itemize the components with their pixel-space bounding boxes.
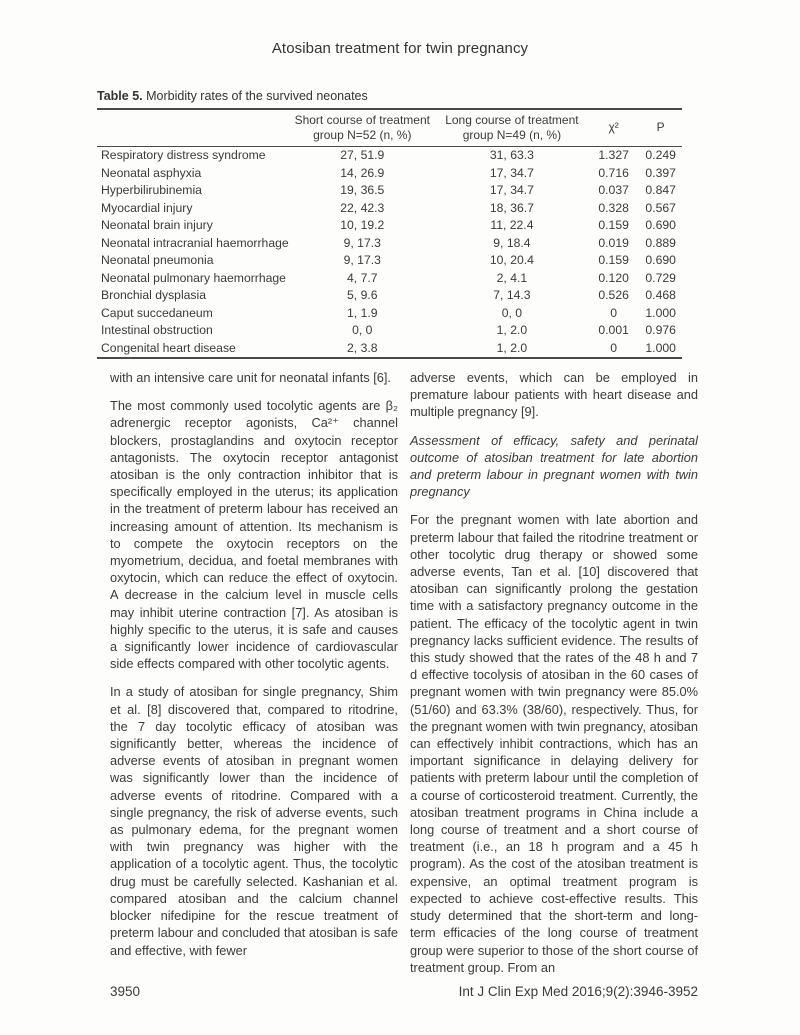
paragraph: with an intensive care unit for neonatal infants [6]. bbox=[110, 370, 391, 385]
footer-journal-ref: Int J Clin Exp Med 2016;9(2):3946-3952 bbox=[458, 984, 698, 999]
p-value: 0.690 bbox=[645, 253, 676, 267]
p-value: 0.567 bbox=[645, 200, 676, 215]
footer-page-number: 3950 bbox=[110, 984, 141, 999]
p-value: 0.847 bbox=[645, 183, 676, 197]
table-row bbox=[97, 322, 682, 340]
row-label: Respiratory distress syndrome bbox=[101, 148, 266, 162]
short-course-value: 9, 17.3 bbox=[343, 235, 381, 250]
long-course-value: 9, 18.4 bbox=[493, 235, 531, 250]
paragraph: The most commonly used tocolytic agents are β₂ adrenergic receptor agonists, Ca²⁺ channel blockers, prostaglandins and oxytocin receptor antagonists. The oxytocin receptor antagonist atosiban is the only contraction inhibitor that is specifically employed in the uterus; its application in the treatment of preterm labour has received an increasing amount of attention. Its mechanism is to compete the oxytocin receptors on the myometrium, decidua, and foetal membranes with oxytocin, which can reduce the effect of oxytocin. A decrease in the calcium level in muscle cells may inhibit uterine contraction [7]. As atosiban is highly specific to the uterus, it is safe and causes a significantly lower incidence of cardiovascular side effects compared with other tocolytic agents. bbox=[110, 398, 398, 672]
chi-square-value: 1.327 bbox=[598, 148, 629, 162]
table-caption-text: Morbidity rates of the survived neonates bbox=[146, 89, 368, 103]
chi-square-value: 0 bbox=[610, 340, 618, 355]
table-row bbox=[97, 252, 682, 270]
row-label: Myocardial injury bbox=[101, 200, 193, 215]
table-row bbox=[97, 147, 682, 165]
table-row bbox=[97, 287, 682, 305]
short-course-value: 2, 3.8 bbox=[347, 340, 378, 355]
p-value: 1.000 bbox=[645, 305, 676, 320]
chi-square-value: 0.159 bbox=[598, 253, 629, 267]
table-row bbox=[97, 235, 682, 253]
section-heading: Assessment of efficacy, safety and perinatal outcome of atosiban treatment for late abortion and preterm labour in pregnant women with twin pregnancy bbox=[410, 432, 698, 500]
short-course-value: 27, 51.9 bbox=[340, 148, 385, 162]
long-course-value: 17, 34.7 bbox=[489, 183, 534, 197]
row-label: Neonatal pulmonary haemorrhage bbox=[101, 270, 286, 285]
p-value: 0.976 bbox=[645, 323, 676, 337]
chi-square-value: 0.001 bbox=[598, 323, 629, 337]
row-label: Neonatal brain injury bbox=[101, 218, 213, 232]
column-header-long-course bbox=[436, 109, 588, 147]
long-course-value: 1, 2.0 bbox=[496, 323, 528, 337]
column-header-condition bbox=[97, 109, 289, 147]
chi-square-value: 0.526 bbox=[598, 288, 629, 302]
short-course-header-line1: Short course of treatment bbox=[294, 113, 430, 127]
long-course-header-line2: group N=49 (n, %) bbox=[462, 127, 562, 142]
morbidity-table bbox=[97, 108, 682, 359]
short-course-value: 5, 9.6 bbox=[347, 288, 378, 302]
table-label: Table 5. bbox=[97, 89, 143, 103]
long-course-value: 11, 22.4 bbox=[490, 218, 534, 232]
table-row bbox=[97, 200, 682, 218]
row-label: Congenital heart disease bbox=[101, 340, 236, 355]
paragraph: adverse events, which can be employed in premature labour patients with heart disease and multiple pregnancy [9]. bbox=[410, 370, 698, 420]
long-course-value: 1, 2.0 bbox=[496, 340, 528, 355]
table-row bbox=[97, 182, 682, 200]
chi-square-value: 0.716 bbox=[598, 165, 629, 180]
p-value: 0.690 bbox=[645, 218, 676, 232]
left-column bbox=[110, 369, 398, 976]
row-label: Neonatal intracranial haemorrhage bbox=[101, 235, 289, 250]
column-header-short-course bbox=[289, 109, 436, 147]
short-course-header-line2: group N=52 (n, %) bbox=[313, 127, 412, 142]
chi-square-value: 0.328 bbox=[598, 200, 629, 215]
row-label: Intestinal obstruction bbox=[101, 323, 213, 337]
row-label: Neonatal pneumonia bbox=[101, 253, 214, 267]
long-course-value: 31, 63.3 bbox=[489, 148, 534, 162]
p-value: 0.249 bbox=[645, 148, 676, 162]
column-header-p-value: P bbox=[639, 109, 682, 147]
paragraph: In a study of atosiban for single pregnancy, Shim et al. [8] discovered that, compared to ritodrine, the 7 day tocolytic efficacy of atosiban was significantly better, whereas the incidence of adverse events of atosiban in pregnant women was significantly lower than the incidence of adverse events of ritodrine. Compared with a single pregnancy, the risk of adverse events, such as pulmonary edema, for the pregnant women with twin pregnancy was higher with the application of a tocolytic agent. Thus, the tocolytic drug must be carefully selected. Kashanian et al. compared atosiban and the calcium channel blocker nifedipine for the rescue treatment of preterm labour and concluded that atosiban is safe and effective, with fewer bbox=[110, 684, 398, 958]
table-header-row bbox=[97, 109, 682, 147]
long-course-value: 10, 20.4 bbox=[489, 253, 534, 267]
table-row bbox=[97, 165, 682, 183]
table-row bbox=[97, 305, 682, 323]
short-course-value: 9, 17.3 bbox=[343, 253, 381, 267]
row-label: Hyperbilirubinemia bbox=[101, 183, 202, 197]
short-course-value: 22, 42.3 bbox=[340, 200, 385, 215]
long-course-value: 2, 4.1 bbox=[496, 270, 528, 285]
short-course-value: 0, 0 bbox=[352, 323, 373, 337]
chi-square-value: 0 bbox=[610, 305, 618, 320]
p-value: 0.397 bbox=[645, 165, 676, 180]
table-row bbox=[97, 340, 682, 359]
short-course-value: 14, 26.9 bbox=[340, 165, 385, 180]
paragraph: For the pregnant women with late abortion and preterm labour that failed the ritodrine treatment or other tocolytic drug therapy or showed some adverse events, Tan et al. [10] discovered that atosiban can significantly prolong the gestation time with a satisfactory pregnancy outcome in the patient. The efficacy of the tocolytic agent in twin pregnancy lacks sufficient evidence. The results of this study showed that the rates of the 48 h and 7 d effective tocolysis of atosiban in the 60 cases of pregnant women with twin pregnancy were 85.0% (51/60) and 63.3% (38/60), respectively. Thus, for the pregnant women with twin pregnancy, atosiban can effectively inhibit contractions, which has an important significance in delaying delivery for patients with preterm labour until the completion of a course of corticosteroid treatment. Currently, the atosiban treatment programs in China include a long course of treatment and a short course of treatment (i.e., an 18 h program and a 45 h program). As the cost of the atosiban treatment is expensive, an optimal treatment program is expected to achieve cost-effective results. This study determined that the short-term and long-term efficacies of the long course of treatment group were superior to those of the short course of treatment group. From an bbox=[410, 512, 698, 975]
body-columns bbox=[110, 369, 698, 976]
running-title: Atosiban treatment for twin pregnancy bbox=[271, 40, 529, 57]
short-course-value: 1, 1.9 bbox=[347, 305, 378, 320]
p-value: 0.468 bbox=[645, 288, 676, 302]
short-course-value: 19, 36.5 bbox=[340, 183, 385, 197]
row-label: Bronchial dysplasia bbox=[101, 288, 207, 302]
chi-square-value: 0.159 bbox=[598, 218, 629, 232]
short-course-value: 10, 19.2 bbox=[340, 218, 385, 232]
chi-square-value: 0.037 bbox=[598, 183, 629, 197]
table-row bbox=[97, 217, 682, 235]
long-course-value: 17, 34.7 bbox=[489, 165, 534, 180]
chi-square-value: 0.120 bbox=[598, 270, 629, 285]
table-row bbox=[97, 270, 682, 288]
row-label: Neonatal asphyxia bbox=[101, 165, 202, 180]
chi-square-value: 0.019 bbox=[598, 235, 629, 250]
p-value: 0.889 bbox=[645, 235, 676, 250]
column-header-chi-square: χ² bbox=[588, 109, 639, 147]
p-value: 1.000 bbox=[645, 340, 676, 355]
long-course-value: 0, 0 bbox=[501, 305, 523, 320]
short-course-value: 4, 7.7 bbox=[347, 270, 378, 285]
long-course-header-line1: Long course of treatment bbox=[445, 113, 579, 127]
right-column bbox=[410, 369, 698, 976]
row-label: Caput succedaneum bbox=[101, 305, 213, 320]
long-course-value: 18, 36.7 bbox=[489, 200, 534, 215]
long-course-value: 7, 14.3 bbox=[493, 288, 531, 302]
table-caption bbox=[97, 89, 368, 103]
p-value: 0.729 bbox=[645, 270, 676, 285]
